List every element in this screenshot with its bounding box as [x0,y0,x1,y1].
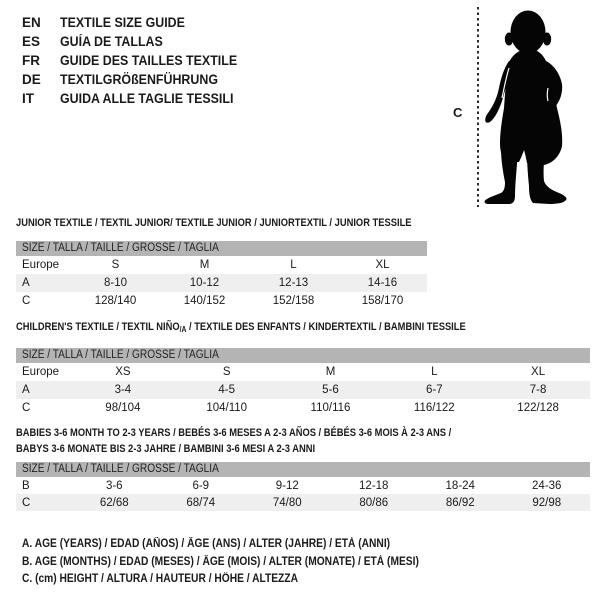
table-row-europe [16,256,427,274]
table-row-height [16,292,427,310]
row-label: C [22,295,31,307]
babies-size-table [16,425,590,511]
cell: 152/158 [272,295,315,307]
row-label: C [22,496,31,509]
cell: L [290,259,297,271]
legend-line-b: B. AGE (MONTHS) / EDAD (MESES) / ÂGE (MOIS) / ALTER (MONATE) / ETÀ (MESI) [22,555,419,568]
title-part: / TEXTILE DES ENFANTS / KINDERTEXTIL / BAMBINI TESSILE [186,321,466,333]
babies-table-title-line2: BABYS 3-6 MONATE BIS 2-3 JAHRE / BAMBINI 3-6 MESI A 2-3 ANNI [16,443,316,455]
cell: XL [531,366,546,378]
cell: XS [115,366,131,378]
cell: 12-13 [278,277,309,289]
table-row-height [16,399,590,417]
title-part: CHILDREN'S TEXTILE / TEXTIL NIÑO [16,321,180,333]
cell: M [325,366,336,378]
size-header-bar [16,241,427,256]
cell: 86/92 [445,496,475,509]
table-row-months [16,477,590,494]
lang-code: FR [22,53,40,68]
row-label: Europe [22,259,60,271]
lang-title: GUIDE DES TAILLES TEXTILE [60,53,238,68]
cell: 8-10 [103,277,128,289]
junior-size-table [16,217,427,310]
cell: 5-6 [322,384,339,396]
height-measure-dotted-line [477,7,479,207]
table-row-height [16,494,590,511]
size-header-label: SIZE / TALLA / TAILLE / GRÖSSE / TAGLIA [22,242,219,254]
legend-line-c: C. (cm) HEIGHT / ALTURA / HAUTEUR / HÖHE / ALTEZZA [22,573,298,585]
cell: M [199,259,210,271]
cell: S [111,259,120,271]
cell: 110/116 [310,402,351,414]
size-header-bar [16,348,590,363]
cell: XL [375,259,390,271]
lang-title: GUIDA ALLE TAGLIE TESSILI [60,91,234,106]
children-table-grid [16,348,590,417]
cell: L [431,366,438,378]
lang-code: IT [22,91,34,106]
cell: 98/104 [105,402,141,414]
cell: 18-24 [445,479,475,492]
row-label: Europe [22,366,60,378]
lang-code: ES [22,34,41,49]
language-title-list [22,13,253,108]
baby-silhouette-icon [480,0,575,210]
title-subscript: /A [179,325,187,334]
cell: S [222,366,231,378]
cell: 4-5 [218,384,235,396]
cell: 104/110 [206,402,248,414]
lang-row-fr [22,51,253,70]
lang-row-es [22,32,253,51]
row-label: A [22,384,30,396]
children-size-table [16,321,590,417]
cell: 92/98 [532,496,562,509]
table-row-age [16,274,427,292]
size-header-label: SIZE / TALLA / TAILLE / GRÖSSE / TAGLIA [22,349,219,361]
cell: 6-7 [425,384,443,396]
row-label: B [22,479,30,492]
lang-row-it [22,89,253,108]
lang-title: GUÍA DE TALLAS [60,34,163,49]
height-measure-label: C [453,105,463,120]
cell: 128/140 [94,295,137,307]
lang-row-de [22,70,253,89]
cell: 68/74 [186,496,216,509]
cell: 6-9 [192,479,210,492]
cell: 12-18 [359,479,389,492]
lang-code: DE [22,72,41,87]
row-label: A [22,277,30,289]
babies-table-title-line1: BABIES 3-6 MONTH TO 2-3 YEARS / BEBÉS 3-6 MESES A 2-3 AÑOS / BÉBÉS 3-6 MOIS À 2-3 ANS / [16,427,452,439]
babies-table-grid [16,462,590,511]
table-row-europe [16,363,590,381]
cell: 14-16 [367,277,398,289]
cell: 62/68 [99,496,129,509]
cell: 122/128 [517,402,559,414]
cell: 3-4 [114,384,132,396]
cell: 140/152 [183,295,226,307]
lang-row-en [22,13,253,32]
cell: 74/80 [272,496,302,509]
junior-table-grid [16,241,427,310]
size-header-label: SIZE / TALLA / TAILLE / GRÖSSE / TAGLIA [22,463,219,475]
lang-code: EN [22,15,41,30]
legend-line-a: A. AGE (YEARS) / EDAD (AÑOS) / ÂGE (ANS) / ALTER (JAHRE) / ETÀ (ANNI) [22,538,391,550]
measurement-legend [22,536,468,589]
lang-title: TEXTILGRÖßENFÜHRUNG [60,72,219,87]
table-row-age [16,381,590,399]
cell: 24-36 [532,479,562,492]
cell: 9-12 [275,479,299,492]
junior-table-title: JUNIOR TEXTILE / TEXTIL JUNIOR/ TEXTILE JUNIOR / JUNIORTEXTIL / JUNIOR TESSILE [16,217,412,229]
children-table-title [16,321,466,336]
lang-title: TEXTILE SIZE GUIDE [60,15,185,30]
cell: 158/170 [361,295,404,307]
size-header-bar [16,462,590,477]
cell: 7-8 [529,384,547,396]
cell: 116/122 [413,402,455,414]
row-label: C [22,402,31,414]
cell: 10-12 [189,277,220,289]
cell: 3-6 [105,479,123,492]
cell: 80/86 [359,496,389,509]
